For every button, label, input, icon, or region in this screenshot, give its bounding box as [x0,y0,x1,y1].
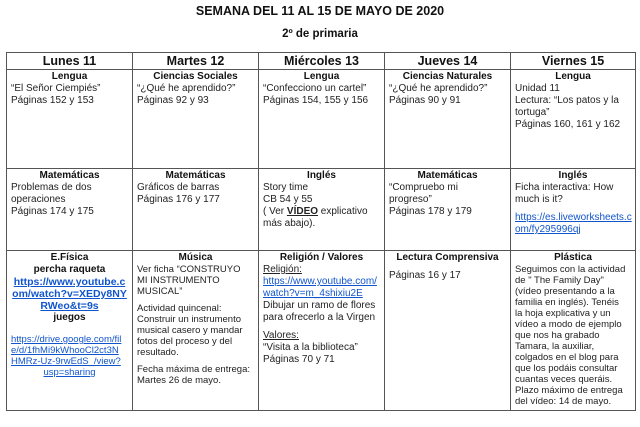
cell-line [263,206,380,218]
cell-line: del vídeo: 14 de mayo. [515,396,612,407]
day-header-tuesday: Martes 12 [133,53,259,70]
subject-label: Inglés [307,170,336,181]
cell-text: explicativo [318,206,368,217]
cell-line: de " The Family Day" [515,275,604,286]
cell-fri-ingles [511,169,636,251]
page-title: SEMANA DEL 11 AL 15 DE MAYO DE 2020 [195,4,445,18]
youtube-link[interactable]: om/watch?v=XEDy8NY [12,288,127,300]
cell-line: Páginas 90 y 91 [389,95,461,106]
cell-wed-ingles [259,169,385,251]
cell-line: Ficha interactiva: How [515,182,614,193]
cell-line: Problemas de dos [11,182,92,193]
cell-line: tortuga” [515,107,550,118]
cell-line: “Compruebo mi [389,182,458,193]
cell-line: Páginas 178 y 179 [389,206,472,217]
table-row [7,169,636,251]
cell-line: Páginas 152 y 153 [11,95,94,106]
cell-line: resultado. [137,347,179,358]
cell-line: progreso” [389,194,432,205]
cell-line: Dibujar un ramo de flores [263,300,376,311]
cell-line: Construir un instrumento [137,314,242,325]
cell-line: vídeo a modo de ejemplo [515,319,622,330]
subject-label: Ciencias Sociales [153,71,238,82]
subject-label: Plástica [554,252,592,263]
cell-line: Martes 26 de mayo. [137,375,221,386]
cell-text: ( Ver [263,206,287,217]
youtube-link[interactable]: https://www.youtube.c [13,276,126,288]
table-row [7,251,636,411]
cell-line: fotos del proceso y del [137,336,233,347]
subject-label: Música [178,252,213,263]
drive-link[interactable]: e/d/1fhMi9kWhooCl2ct3N [11,345,119,356]
video-label: VÍDEO [286,206,319,217]
subject-label: Matemáticas [165,170,226,181]
drive-link[interactable]: HMRz-Uz-9rwEdS_/view? [11,356,121,367]
cell-line: “¿Qué he aprendido?” [389,83,488,94]
cell-line: “Visita a la biblioteca” [263,342,358,353]
cell-line: MUSICAL” [137,286,183,297]
cell-line: Gráficos de barras [137,182,220,193]
subject-sublabel: percha raqueta [33,264,106,275]
youtube-link[interactable]: https://www.youtube.com/ [263,276,377,287]
juegos-label: juegos [53,312,86,323]
cell-mon-matematicas [7,169,133,251]
cell-line: que los podáis consultar [515,363,618,374]
cell-line: Fecha máxima de entrega: [137,364,251,375]
cell-line: much is it? [515,194,563,205]
cell-line: Plazo máximo de entrega [515,385,623,396]
cell-line: operaciones [11,194,66,205]
table-row [7,70,636,169]
cell-line: Páginas 70 y 71 [263,354,335,365]
cell-line: MI INSTRUMENTO [137,275,220,286]
religion-label: Religión: [263,264,302,275]
cell-thu-matematicas [385,169,511,251]
subject-label: Matemáticas [417,170,478,181]
cell-line: musical casero y mandar [137,325,243,336]
subject-label: Religión / Valores [279,252,364,263]
cell-tue-musica [133,251,259,411]
subject-label: Lengua [51,71,88,82]
cell-line: que nos ha grabado [515,330,600,341]
youtube-link[interactable]: RWeo&t=9s [40,300,99,312]
schedule-table [6,52,636,411]
subject-label: E.Física [50,252,89,263]
cell-line: Story time [263,182,309,193]
cell-line: familia en inglés). Tenéis [515,297,619,308]
drive-link[interactable]: https://drive.google.com/fil [11,334,122,345]
cell-line: Lectura: “Los patos y la [515,95,619,106]
cell-mon-lengua [7,70,133,169]
cell-line: Páginas 92 y 93 [137,95,209,106]
day-header-thursday: Jueves 14 [385,53,511,70]
subject-label: Ciencias Naturales [402,71,493,82]
cell-line: (vídeo presentando a la [515,286,615,297]
cell-line: CB 54 y 55 [263,194,313,205]
cell-fri-lengua [511,70,636,169]
worksheet-link[interactable]: https://es.liveworksheets.c [515,212,632,223]
cell-wed-religion [259,251,385,411]
cell-line: Páginas 16 y 17 [389,270,461,281]
spacer [11,324,128,334]
header-row [7,53,636,70]
cell-line: Páginas 154, 155 y 156 [263,95,369,106]
subject-label: Matemáticas [39,170,100,181]
cell-line: más abajo). [263,218,316,229]
day-header-monday: Lunes 11 [7,53,133,70]
valores-label: Valores: [263,330,299,341]
worksheet-link[interactable]: om/fy295996qj [515,224,581,235]
drive-link[interactable]: usp=sharing [43,367,96,378]
youtube-link[interactable]: watch?v=m_4shixiu2E [263,288,363,299]
cell-line: Unidad 11 [515,83,560,94]
cell-tue-matematicas [133,169,259,251]
cell-line: cuantas veces queráis. [515,374,613,385]
cell-line: “El Señor Ciempiés” [11,83,101,94]
cell-line: Ver ficha “CONSTRUYO [137,264,241,275]
cell-tue-sociales [133,70,259,169]
day-header-friday: Viernes 15 [511,53,636,70]
cell-wed-lengua [259,70,385,169]
cell-line: para ofrecerlo a la Virgen [263,312,376,323]
day-header-wednesday: Miércoles 13 [259,53,385,70]
subject-label: Lectura Comprensiva [396,252,499,263]
subject-label: Inglés [558,170,588,181]
cell-thu-lectura [385,251,511,411]
cell-line: Páginas 174 y 175 [11,206,94,217]
page-subtitle: 2º de primaria [282,28,358,40]
cell-line: “Confecciono un cartel” [263,83,367,94]
cell-line: “¿Qué he aprendido?” [137,83,236,94]
cell-line: Páginas 160, 161 y 162 [515,119,621,130]
cell-line: Tamara, la auxiliar, [515,341,595,352]
subject-label: Lengua [303,71,340,82]
cell-line: la hoja explicativa y un [515,308,611,319]
subject-label: Lengua [555,71,591,82]
cell-fri-plastica [511,251,636,411]
cell-line: Actividad quincenal: [137,303,222,314]
cell-line: colgados en el blog para [515,352,619,363]
cell-line: Páginas 176 y 177 [137,194,220,205]
cell-line: Seguimos con la actividad [515,264,626,275]
cell-mon-efisica [7,251,133,411]
cell-thu-naturales [385,70,511,169]
